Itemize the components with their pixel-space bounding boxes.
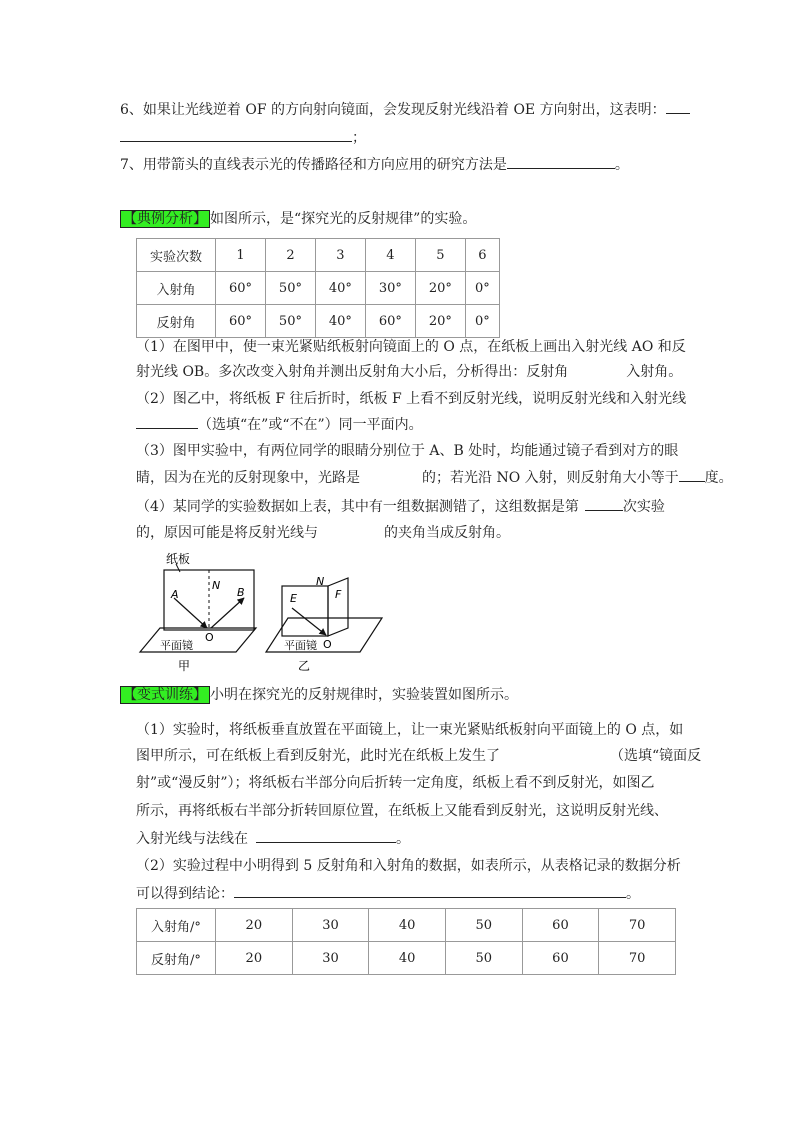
variant-table-cell: 50 [445,942,522,975]
q6-end: ； [352,130,366,146]
reflection-figure [136,552,388,678]
example-table-cell: 20° [415,272,465,305]
jia-reflected-ray [211,598,244,628]
example-table-cell: 5 [415,239,465,272]
var-p1-blank-2[interactable] [256,828,396,843]
q6-text: 6、如果让光线逆着 OF 的方向射向镜面，会发现反射光线沿着 OE 方向射出，这表明： [120,102,666,118]
q7-text: 7、用带箭头的直线表示光的传播路径和方向应用的研究方法是 [120,157,507,173]
jia-incident-ray [174,598,207,628]
q7-line [120,154,629,175]
q7-blank[interactable] [507,154,615,169]
example-table-cell: 2 [265,239,315,272]
variant-tag: 【变式训练】 [120,686,210,704]
var-p1g: 。 [396,831,410,847]
yi-mirror-label: 平面镜 [284,639,317,652]
yi-caption: 乙 [298,659,311,673]
jia-caption: 甲 [178,659,191,673]
example-table-cell: 60° [216,305,266,338]
ex-p4-line-1 [136,496,665,517]
variant-table-row-header: 反射角/° [137,942,216,975]
var-p1-line-1 [136,720,683,740]
jia-label-a: A [171,588,179,601]
example-intro: 如图所示，是“探究光的反射规律”的实验。 [210,211,477,227]
ex-p4c: 的，原因可能是将反射光线与 [136,525,318,541]
var-p1d: 射”或“漫反射”）；将纸板右半部分向后折转一定角度，纸板上看不到反射光，如图乙 [136,775,655,791]
example-table-cell: 30° [365,272,415,305]
jia-board-label: 纸板 [166,552,191,566]
figure-jia [140,552,256,673]
ex-p4b: 次实验 [622,499,665,515]
variant-table-row [137,909,676,942]
variant-table-cell: 70 [599,942,676,975]
example-tag: 【典例分析】 [120,210,210,228]
yi-incident-ray [292,608,326,635]
ex-p3-line-1 [136,441,678,461]
ex-p3-blank-2[interactable] [679,467,705,482]
ex-p2b: （选填“在”或“不在”）同一平面内。 [198,417,423,433]
variant-table-cell: 20 [216,909,293,942]
q6-line [120,99,690,120]
ex-p3b: 睛，因为在光的反射现象中，光路是 [136,470,360,486]
var-p1a: （1）实验时，将纸板垂直放置在平面镜上，让一束光紧贴纸板射向平面镜上的 O 点，如 [136,722,684,738]
example-table-cell: 50° [265,305,315,338]
variant-table-cell: 20 [216,942,293,975]
variant-intro-line [120,685,518,705]
example-table-cell: 60° [216,272,266,305]
example-intro-line [120,209,476,229]
var-p1f: 入射光线与法线在 [136,831,248,847]
example-table [136,238,500,338]
figure-yi [266,575,382,673]
variant-table-row [137,942,676,975]
example-table-cell: 4 [365,239,415,272]
variant-table-cell: 30 [292,942,369,975]
var-p1c: （选填“镜面反 [610,748,702,764]
ex-p2-blank[interactable] [136,414,198,429]
variant-table [136,908,676,975]
example-table-cell: 20° [415,305,465,338]
example-table-cell: 50° [265,272,315,305]
q7-end: 。 [614,157,629,173]
ex-p1c: 入射角。 [626,364,683,380]
ex-p1b: 射光线 OB。多次改变入射角并测出反射角大小后，分析得出：反射角 [136,364,569,380]
var-p1b: 图甲所示，可在纸板上看到反射光，此时光在纸板上发生了 [136,748,500,764]
example-table-cell: 1 [216,239,266,272]
ex-p1-line-2 [136,362,682,382]
var-p2-line-2 [136,883,640,904]
ex-p4-blank-1[interactable] [585,496,623,511]
variant-intro: 小明在探究光的反射规律时，实验装置如图所示。 [210,687,518,703]
example-table-row [137,272,500,305]
example-table-cell: 40° [315,305,365,338]
var-p1-line-4 [136,801,668,821]
q6-blank-2[interactable] [120,127,352,142]
ex-p1a: （1）在图甲中，使一束光紧贴纸板射向镜面上的 O 点，在纸板上画出入射光线 AO 和反 [136,339,686,355]
jia-mirror-label: 平面镜 [160,639,193,652]
ex-p2-line-2 [136,414,423,435]
example-table-cell: 60° [365,305,415,338]
example-table-row [137,239,500,272]
example-table-cell: 0° [465,272,499,305]
var-p1-line-2 [136,746,701,766]
variant-table-cell: 50 [445,909,522,942]
ex-p3c: 的；若光沿 NO 入射，则反射角大小等于 [422,470,679,486]
example-table-row-header: 反射角 [137,305,216,338]
variant-table-cell: 40 [369,909,446,942]
var-p1e: 所示，再将纸板右半部分折转回原位置，在纸板上又能看到反射光，这说明反射光线、 [136,803,668,819]
example-table-cell: 6 [465,239,499,272]
jia-label-o: O [205,631,214,644]
ex-p2a: （2）图乙中，将纸板 F 往后折时，纸板 F 上看不到反射光线，说明反射光线和入射光线 [136,391,687,407]
ex-p4a: （4）某同学的实验数据如上表，其中有一组数据测错了，这组数据是第 [136,499,579,515]
yi-label-f: F [335,588,342,601]
jia-mirror-shape [140,628,256,652]
ex-p1-line-1 [136,337,686,357]
var-p2-blank[interactable] [234,883,626,898]
var-p1-line-5 [136,828,410,849]
var-p2a: （2）实验过程中小明得到 5 反射角和入射角的数据，如表所示，从表格记录的数据分析 [136,858,681,874]
example-table-row-header: 入射角 [137,272,216,305]
ex-p2-line-1 [136,389,686,409]
yi-board-e [282,586,328,636]
ex-p3a: （3）图甲实验中，有两位同学的眼睛分别位于 A、B 处时，均能通过镜子看到对方的眼 [136,443,679,459]
example-table-row-header: 实验次数 [137,239,216,272]
ex-p4-line-2 [136,523,510,543]
example-table-row [137,305,500,338]
variant-table-cell: 60 [522,909,599,942]
yi-label-e: E [290,592,297,605]
q6-blank-1[interactable] [666,99,690,114]
example-table-cell: 3 [315,239,365,272]
jia-label-b: B [237,586,245,599]
variant-table-cell: 40 [369,942,446,975]
q6-line-2 [120,127,366,148]
variant-table-row-header: 入射角/° [137,909,216,942]
variant-table-cell: 30 [292,909,369,942]
yi-board-f [328,578,348,636]
jia-label-n: N [212,579,221,592]
yi-label-o: O [323,638,332,651]
var-p2c: 。 [626,886,640,902]
ex-p3d: 度。 [704,470,733,486]
yi-label-n: N [316,575,325,588]
ex-p3-line-2 [136,467,733,488]
var-p2-line-1 [136,856,681,876]
variant-table-cell: 60 [522,942,599,975]
example-table-cell: 0° [465,305,499,338]
var-p1-line-3 [136,773,654,793]
example-table-cell: 40° [315,272,365,305]
variant-table-cell: 70 [599,909,676,942]
ex-p4d: 的夹角当成反射角。 [384,525,510,541]
var-p2b: 可以得到结论： [136,886,234,902]
